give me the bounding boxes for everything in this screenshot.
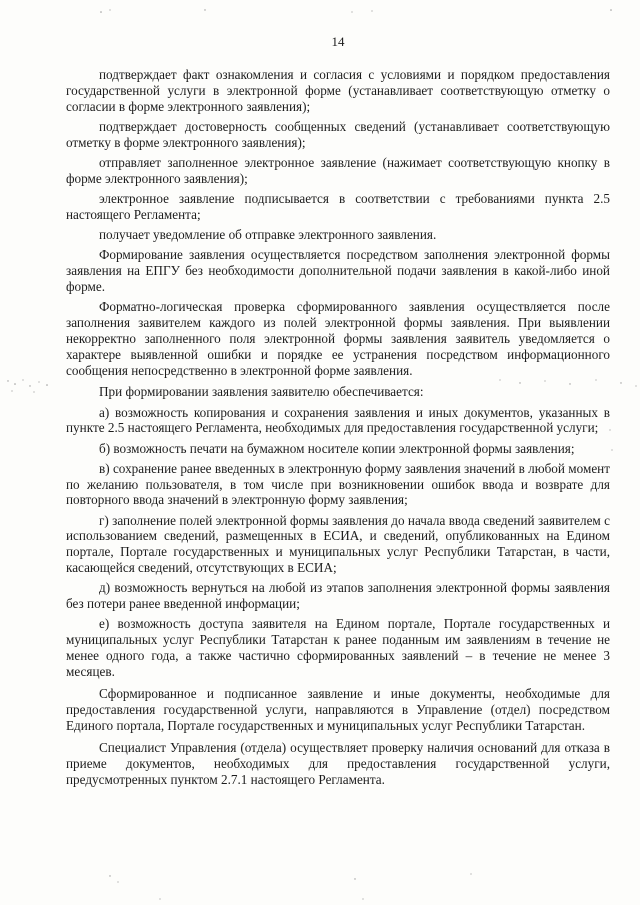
list-item: г) заполнение полей электронной формы заявления до начала ввода сведений заявителем с использованием сведений, размещенных в ЕСИА, и сведений, опубликованных на Едином портале, Портале государственных и муниципальных услуг Республики Татарстан, в части, касающейся сведений, отсутствующих в ЕСИА; (66, 512, 610, 576)
list-item: е) возможность доступа заявителя на Едином портале, Портале государственных и муниципальных услуг Республики Татарстан к ранее поданным им заявлениям в течение не менее одного года, а также частично сформированных заявлений – в течение не менее 3 месяцев. (66, 616, 610, 680)
list-item: в) сохранение ранее введенных в электронную форму заявления значений в любой момент по желанию пользователя, в том числе при возникновении ошибок ввода и возврате для повторного ввода значений в электронную форму заявления; (66, 460, 610, 508)
list-item: д) возможность вернуться на любой из этапов заполнения электронной формы заявления без потери ранее введенной информации; (66, 580, 610, 612)
paragraph: отправляет заполненное электронное заявление (нажимает соответствующую кнопку в форме электронного заявления); (66, 154, 610, 186)
paragraph: При формировании заявления заявителю обеспечивается: (99, 384, 424, 400)
document-page (66, 34, 610, 792)
paragraph: подтверждает достоверность сообщенных сведений (устанавливает соответствующую отметку в форме электронного заявления); (66, 118, 610, 150)
paragraph: Сформированное и подписанное заявление и иные документы, необходимые для предоставления государственной услуги, направляются в Управление (отдел) посредством Единого портала, Портале государственных и муниципальных услуг Республики Татарстан. (66, 685, 610, 733)
paragraph: Формирование заявления осуществляется посредством заполнения электронной формы заявления на ЕПГУ без необходимости дополнительной подачи заявления в какой-либо иной форме. (66, 247, 610, 294)
paragraph: подтверждает факт ознакомления и согласия с условиями и порядком предоставления государственной услуги в электронной форме (устанавливает соответствующую отметку о согласии в форме электронного заявления); (66, 67, 610, 114)
document-body (66, 67, 610, 787)
list-item: б) возможность печати на бумажном носителе копии электронной формы заявления; (99, 440, 575, 456)
paragraph: Форматно-логическая проверка сформированного заявления осуществляется после заполнения заявителем каждого из полей электронной формы заявления. При выявлении некорректно заполненного поля электронной формы заявления заявитель уведомляется о характере выявленной ошибки и порядке ее устранения посредством информационного сообщения непосредственно в электронной форме заявления. (66, 298, 610, 378)
paragraph: Специалист Управления (отдела) осуществляет проверку наличия оснований для отказа в приеме документов, необходимых для предоставления государственной услуги, предусмотренных пунктом 2.7.1 настоящего Регламента. (66, 739, 610, 787)
paragraph: получает уведомление об отправке электронного заявления. (99, 226, 437, 242)
paragraph: электронное заявление подписывается в соответствии с требованиями пункта 2.5 настоящего Регламента; (66, 190, 610, 222)
page-number: 14 (331, 34, 345, 49)
list-item: а) возможность копирования и сохранения заявления и иных документов, указанных в пункте 2.5 настоящего Регламента, необходимых для предоставления государственной услуги; (66, 404, 610, 436)
